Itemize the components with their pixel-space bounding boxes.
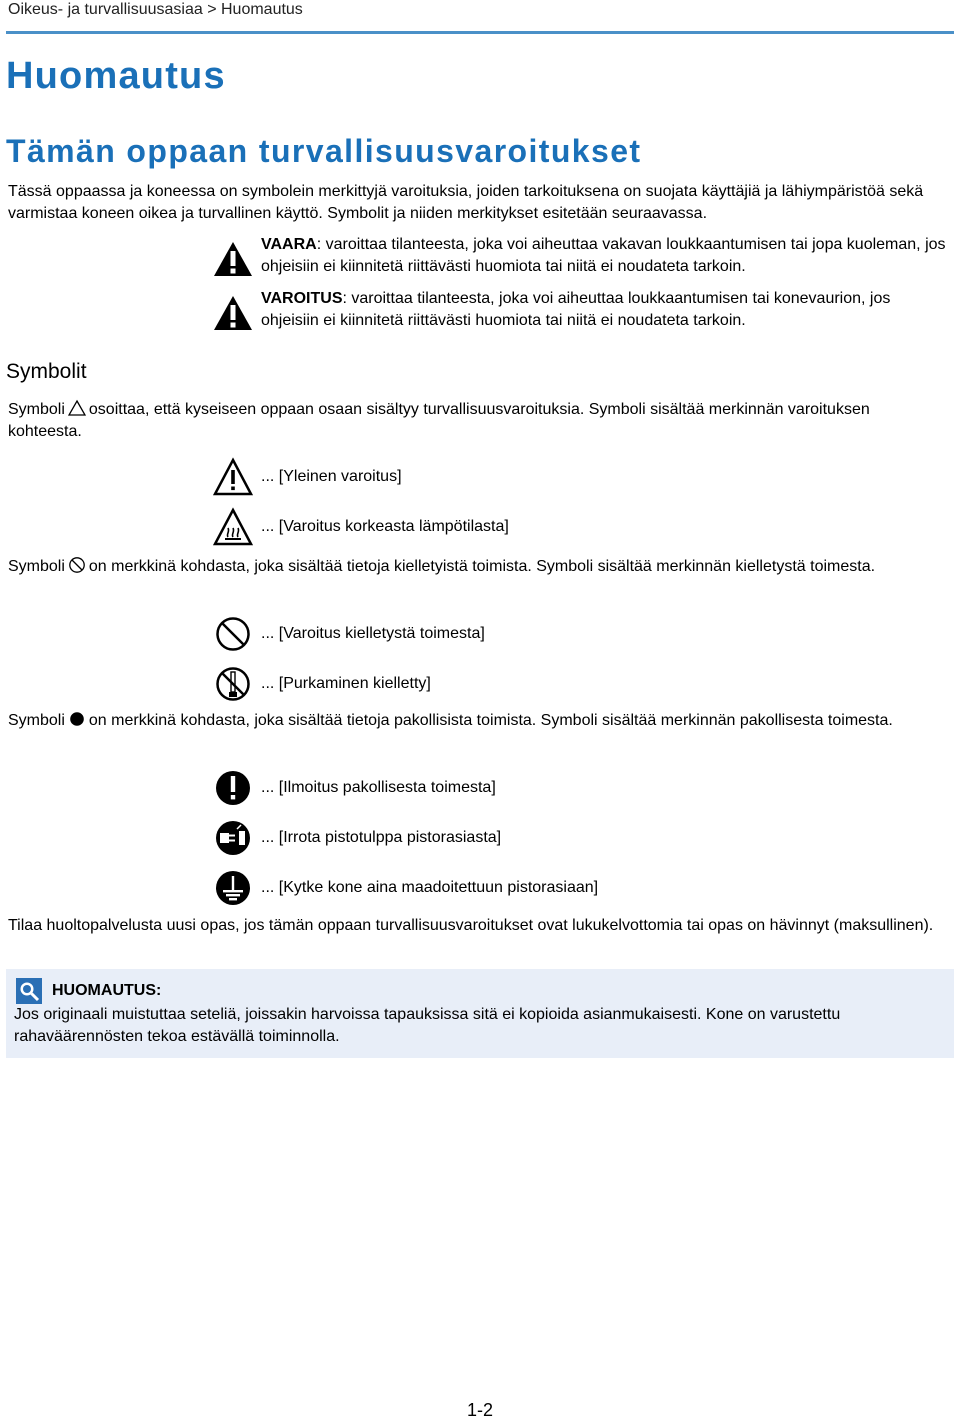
symbol-row-general-warning (212, 457, 712, 497)
header-rule (6, 31, 954, 34)
symbol-row-no-disassembly (212, 664, 712, 704)
section-title: Tämän oppaan turvallisuusvaroitukset (6, 133, 642, 169)
triangle-symbol-description (8, 399, 948, 443)
prohibited-action-icon (212, 614, 254, 654)
symbol-row-mandatory-action (212, 768, 712, 808)
intro-paragraph: Tässä oppaassa ja koneessa on symbolein merkittyjä varoituksia, joiden tarkoituksena on suojata käyttäjiä ja lähiympäristöä sekä varmistaa koneen oikea ja turvallinen käyttö. Symbolit ja niiden merkitykset esitetään seuraavassa. (8, 183, 924, 222)
caution-triangle-icon (212, 294, 254, 332)
warning-varoitus (212, 288, 952, 336)
prohibit-small-icon (68, 556, 86, 574)
danger-triangle-icon (212, 240, 254, 278)
note-title: HUOMAUTUS: (52, 982, 162, 999)
mandatory-action-icon (212, 768, 254, 808)
description-body: osoittaa, että kyseiseen oppaan osaan sisältyy turvallisuusvaroituksia. Symboli sisältää merkinnän varoituksen kohteesta. (8, 401, 870, 440)
symbol-caption: ... [Varoitus korkeasta lämpötilasta] (261, 518, 509, 535)
symbol-caption: ... [Yleinen varoitus] (261, 468, 402, 485)
description-prefix: Symboli (8, 712, 65, 729)
filled-circle-icon (68, 710, 86, 728)
warning-text: : varoittaa tilanteesta, joka voi aiheuttaa vakavan loukkaantumisen tai jopa kuoleman, jos ohjeisiin ei kiinnitetä riittävästi huomiota tai niitä ei noudateta tarkoin. (261, 236, 946, 275)
symbol-row-ground (212, 868, 712, 908)
breadcrumb: Oikeus- ja turvallisuusasiaa > Huomautus (8, 1, 303, 18)
warning-label: VAARA (261, 236, 317, 253)
symbol-row-high-temperature (212, 507, 712, 547)
unplug-icon (212, 818, 254, 858)
description-prefix: Symboli (8, 401, 65, 418)
triangle-outline-icon (68, 399, 86, 417)
high-temperature-icon (212, 507, 254, 547)
symbol-caption: ... [Kytke kone aina maadoitettuun pistorasiaan] (261, 879, 599, 896)
ground-icon (212, 868, 254, 908)
replacement-paragraph: Tilaa huoltopalvelusta uusi opas, jos tämän oppaan turvallisuusvaroitukset ovat lukukelvottomia tai opas on hävinnyt (maksullinen). (8, 917, 934, 934)
general-warning-icon (212, 457, 254, 497)
description-body: on merkkinä kohdasta, joka sisältää tietoja pakollisista toimista. Symboli sisältää merkinnän pakollisesta toimesta. (88, 712, 893, 729)
note-magnifier-icon (16, 978, 42, 1004)
note-body: Jos originaali muistuttaa seteliä, joissakin harvoissa tapauksissa sitä ei kopioida asianmukaisesti. Kone on varustettu rahaväärennösten tekoa estävällä toiminnolla. (14, 1006, 841, 1045)
mandatory-symbol-description (8, 710, 948, 732)
symbol-caption: ... [Irrota pistotulppa pistorasiasta] (261, 829, 502, 846)
symbol-caption: ... [Varoitus kielletystä toimesta] (261, 625, 485, 642)
description-body: on merkkinä kohdasta, joka sisältää tietoja kielletyistä toimista. Symboli sisältää merkinnän kielletystä toimesta. (88, 558, 876, 575)
page-title: Huomautus (6, 55, 226, 97)
warning-vaara (212, 234, 952, 282)
no-disassembly-icon (212, 664, 254, 704)
page-number: 1-2 (466, 1400, 493, 1420)
symbolit-heading: Symbolit (6, 360, 87, 383)
symbol-row-prohibited-action (212, 614, 712, 654)
symbol-row-unplug (212, 818, 712, 858)
prohibit-symbol-description (8, 556, 948, 578)
symbol-caption: ... [Ilmoitus pakollisesta toimesta] (261, 779, 496, 796)
description-prefix: Symboli (8, 558, 65, 575)
symbol-caption: ... [Purkaminen kielletty] (261, 675, 431, 692)
warning-text: : varoittaa tilanteesta, joka voi aiheuttaa loukkaantumisen tai konevaurion, jos ohjeisiin ei kiinnitetä riittävästi huomiota tai niitä ei noudateta tarkoin. (261, 290, 891, 329)
warning-label: VAROITUS (261, 290, 343, 307)
